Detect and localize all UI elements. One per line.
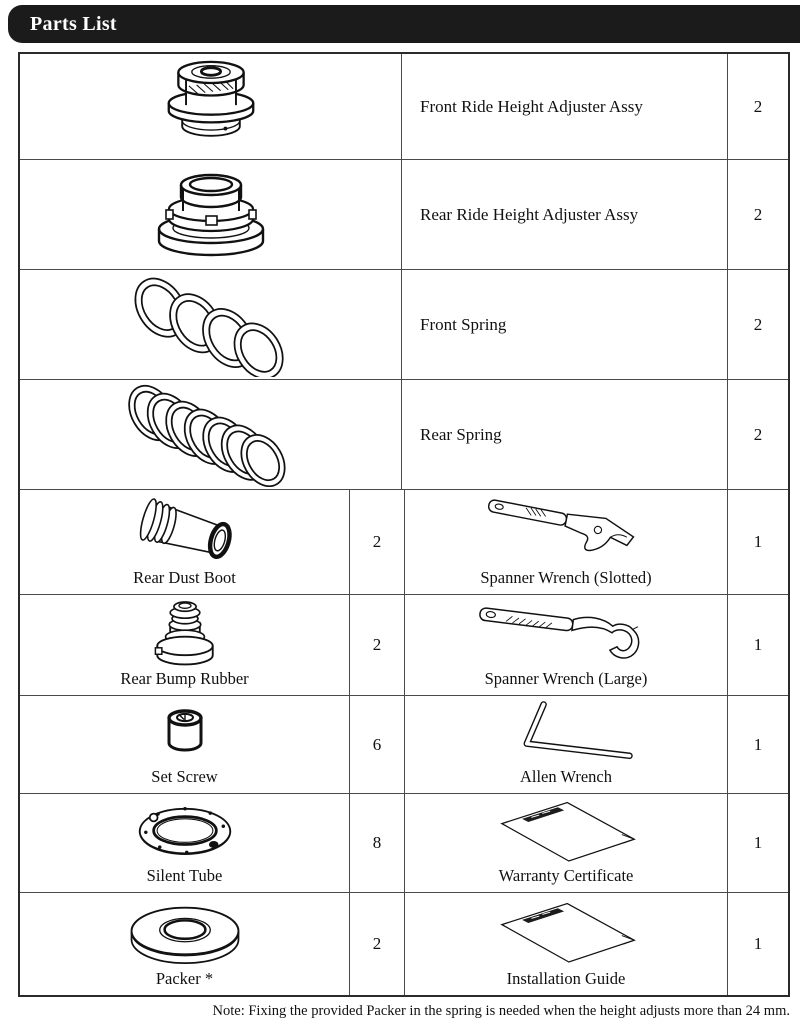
part-name: Front Ride Height Adjuster Assy [402, 54, 728, 159]
part-image-cell [405, 696, 728, 793]
part-image-cell [20, 270, 402, 379]
part-image-cell [20, 893, 350, 995]
spanner-wrench-large-icon [456, 598, 676, 668]
part-qty: 2 [350, 595, 405, 695]
table-row [20, 893, 788, 995]
part-qty: 2 [350, 893, 405, 995]
rear-dust-boot-icon [100, 491, 270, 569]
part-image [20, 794, 349, 868]
parts-table [18, 52, 790, 997]
part-image-cell [405, 595, 728, 695]
part-image [405, 595, 727, 671]
part-name: Rear Ride Height Adjuster Assy [402, 160, 728, 269]
table-row [20, 794, 788, 893]
table-row [20, 490, 788, 595]
spanner-wrench-slotted-icon [459, 493, 674, 567]
part-image [20, 595, 349, 671]
part-name: Rear Spring [402, 380, 728, 489]
part-image [20, 490, 349, 570]
part-qty: 2 [728, 54, 788, 159]
silent-tube-icon [110, 794, 260, 868]
allen-wrench-icon [466, 697, 666, 767]
set-screw-icon [154, 703, 216, 761]
part-image [20, 893, 349, 971]
part-image-cell [20, 160, 402, 269]
part-name: Warranty Certificate [498, 865, 634, 885]
part-image-cell [20, 794, 350, 892]
part-name: Spanner Wrench (Large) [484, 668, 648, 688]
part-name: Packer * [155, 968, 214, 988]
part-name: Set Screw [151, 766, 218, 786]
part-image [405, 490, 727, 570]
part-name: Rear Bump Rubber [120, 668, 249, 688]
footnote: Note: Fixing the provided Packer in the spring is needed when the height adjusts more than 24 mm. [212, 1003, 790, 1019]
table-row [20, 54, 788, 160]
part-image [405, 893, 727, 971]
table-row [20, 696, 788, 794]
table-row [20, 595, 788, 696]
front-ride-height-adjuster-icon [136, 59, 286, 155]
table-row [20, 380, 788, 490]
part-image-cell [20, 54, 402, 159]
rear-ride-height-adjuster-icon [136, 165, 286, 265]
part-image [405, 794, 727, 868]
table-row [20, 160, 788, 270]
part-image-cell [20, 595, 350, 695]
part-name: Silent Tube [146, 865, 223, 885]
part-qty: 1 [728, 696, 788, 793]
part-image-cell [405, 794, 728, 892]
part-image-cell [405, 893, 728, 995]
part-image [20, 696, 349, 769]
part-name: Spanner Wrench (Slotted) [480, 567, 652, 587]
part-image-cell [405, 490, 728, 594]
part-name: Installation Guide [506, 968, 626, 988]
rear-bump-rubber-icon [130, 596, 240, 670]
part-qty: 1 [728, 490, 788, 594]
part-qty: 2 [728, 270, 788, 379]
part-image [405, 696, 727, 769]
installation-guide-icon [464, 895, 669, 969]
part-image-cell [20, 380, 402, 489]
section-header-bar [8, 5, 800, 43]
part-qty: 1 [728, 893, 788, 995]
warranty-certificate-icon [464, 794, 669, 868]
part-image-cell [20, 490, 350, 594]
rear-spring-icon [96, 383, 326, 487]
packer-icon [110, 897, 260, 967]
page-title: Parts List [30, 12, 117, 35]
part-qty: 2 [728, 160, 788, 269]
part-name: Front Spring [402, 270, 728, 379]
table-row [20, 270, 788, 380]
part-qty: 6 [350, 696, 405, 793]
part-qty: 1 [728, 794, 788, 892]
part-name: Allen Wrench [519, 766, 613, 786]
part-qty: 2 [350, 490, 405, 594]
front-spring-icon [98, 273, 323, 377]
part-qty: 1 [728, 595, 788, 695]
part-qty: 8 [350, 794, 405, 892]
part-qty: 2 [728, 380, 788, 489]
part-image-cell [20, 696, 350, 793]
part-name: Rear Dust Boot [133, 567, 236, 587]
